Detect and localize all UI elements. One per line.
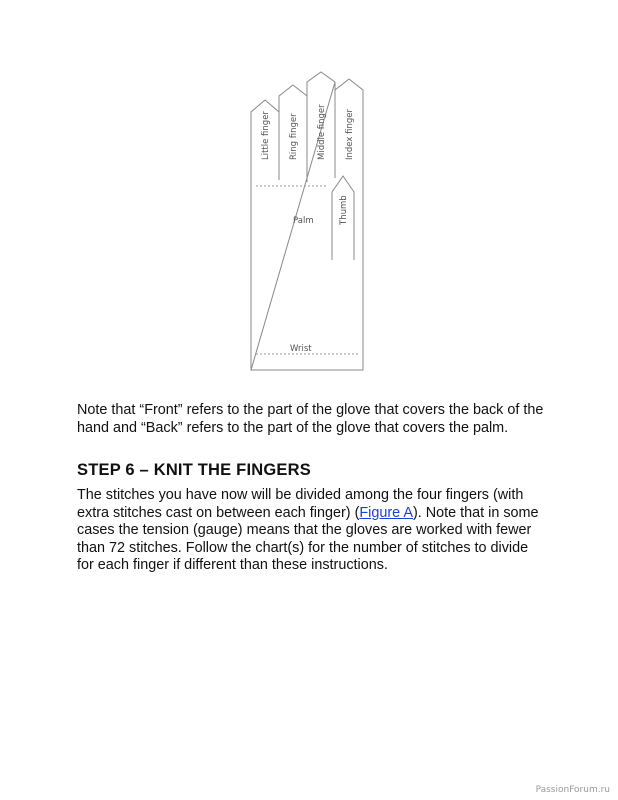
- palm-label: Palm: [293, 216, 314, 226]
- step-text-start: The stitches you have now will be divided among the four fingers (with extra stitches cast on between each finger) (: [77, 487, 524, 521]
- middle-finger-label: Middle finger: [317, 104, 327, 160]
- figure-a-link[interactable]: Figure A: [359, 504, 413, 521]
- step-paragraph: [77, 487, 547, 575]
- glove-diagram: [248, 70, 374, 375]
- thumb-label: Thumb: [339, 195, 349, 225]
- index-finger-label: Index finger: [345, 109, 355, 160]
- little-finger-label: Little finger: [261, 111, 271, 160]
- watermark: PassionForum.ru: [535, 785, 610, 795]
- front-back-note: Note that “Front” refers to the part of the glove that covers the back of the hand and “Back” refers to the part of the glove that covers the palm.: [77, 402, 544, 436]
- step-text-end: ). Note that in some cases the tension (gauge) means that the gloves are worked with fewer than 72 stitches. Follow the chart(s) for the number of stitches to divide for each finger if different than these instructions.: [77, 504, 539, 574]
- ring-finger-label: Ring finger: [289, 113, 299, 160]
- step-heading: STEP 6 – KNIT THE FINGERS: [77, 461, 311, 479]
- wrist-label: Wrist: [290, 344, 312, 354]
